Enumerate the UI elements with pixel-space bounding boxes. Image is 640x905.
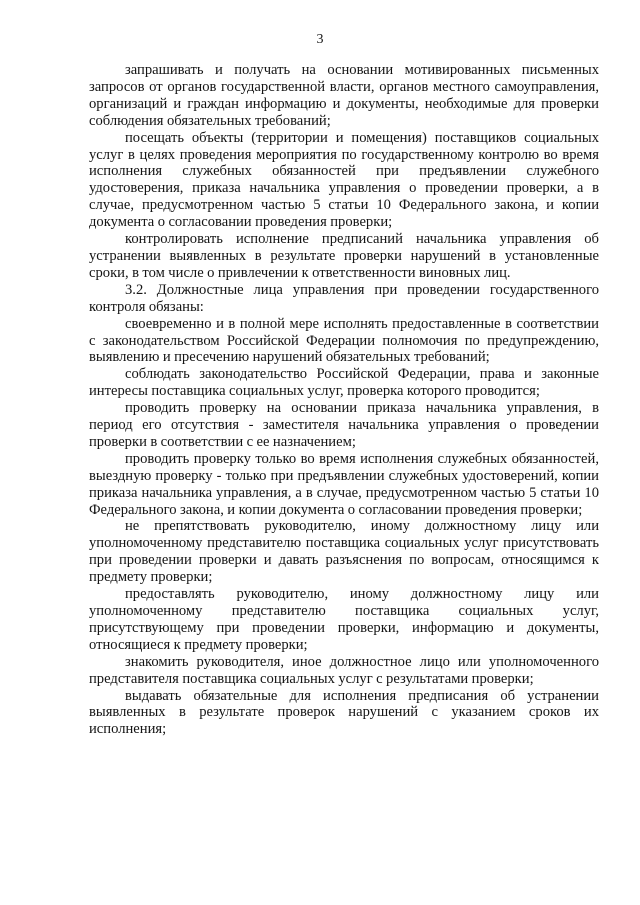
paragraph-acquaint-results: знакомить руководителя, иное должностное лицо или уполномоченного представителя поставщика социальных услуг с результатами проверки; xyxy=(89,653,599,687)
paragraph-section-3-2-heading: 3.2. Должностные лица управления при проведении государственного контроля обязаны: xyxy=(89,281,599,315)
paragraph-provide-information: предоставлять руководителю, иному должностному лицу или уполномоченному представителю поставщика социальных услуг, присутствующему при проведении проверки, информацию и документы, относящиеся к предмету проверки; xyxy=(89,586,599,653)
paragraph-inspection-during-duties: проводить проверку только во время исполнения служебных обязанностей, выездную проверку - только при предъявлении служебных удостоверений, копии приказа начальника управления, а в случае, предусмотренном частью 5 статьи 10 Федерального закона, и копии документа о согласовании проведения проверки; xyxy=(89,450,599,518)
paragraph-not-obstruct: не препятствовать руководителю, иному должностному лицу или уполномоченному представителю поставщика социальных услуг присутствовать при проведении проверки и давать разъяснения по вопросам, относящимся к предмету проверки; xyxy=(89,518,599,586)
page-number: 3 xyxy=(316,32,324,47)
document-body xyxy=(89,62,599,738)
paragraph-observe-legislation: соблюдать законодательство Российской Федерации, права и законные интересы поставщика социальных услуг, проверка которого проводится; xyxy=(89,366,599,400)
paragraph-inspection-by-order: проводить проверку на основании приказа начальника управления, в период его отсутствия - заместителя начальника управления о проведении проверки в соответствии с ее назначением; xyxy=(89,400,599,450)
paragraph-issue-orders: выдавать обязательные для исполнения предписания об устранении выявленных в результате проверок нарушений с указанием сроков их исполнения; xyxy=(89,687,599,738)
paragraph-fulfil-powers: своевременно и в полной мере исполнять предоставленные в соответствии с законодательством Российской Федерации полномочия по предупреждению, выявлению и пресечению нарушений обязательных требований; xyxy=(89,315,599,366)
paragraph-request-information: запрашивать и получать на основании мотивированных письменных запросов от органов государственной власти, органов местного самоуправления, организаций и граждан информацию и документы, необходимые для проверки соблюдения обязательных требований; xyxy=(89,62,599,129)
paragraph-visit-objects: посещать объекты (территории и помещения) поставщиков социальных услуг в целях проведения мероприятия по государственному контролю во время исполнения служебных обязанностей при предъявлении служебного удостоверения, приказа начальника управления о проведении проверки, а в случае, предусмотренном частью 5 статьи 10 Федерального закона, и копии документа о согласовании проведения проверки; xyxy=(89,129,599,231)
paragraph-control-orders: контролировать исполнение предписаний начальника управления об устранении выявленных в результате проверки нарушений в установленные сроки, в том числе о привлечении к ответственности виновных лиц. xyxy=(89,231,599,281)
